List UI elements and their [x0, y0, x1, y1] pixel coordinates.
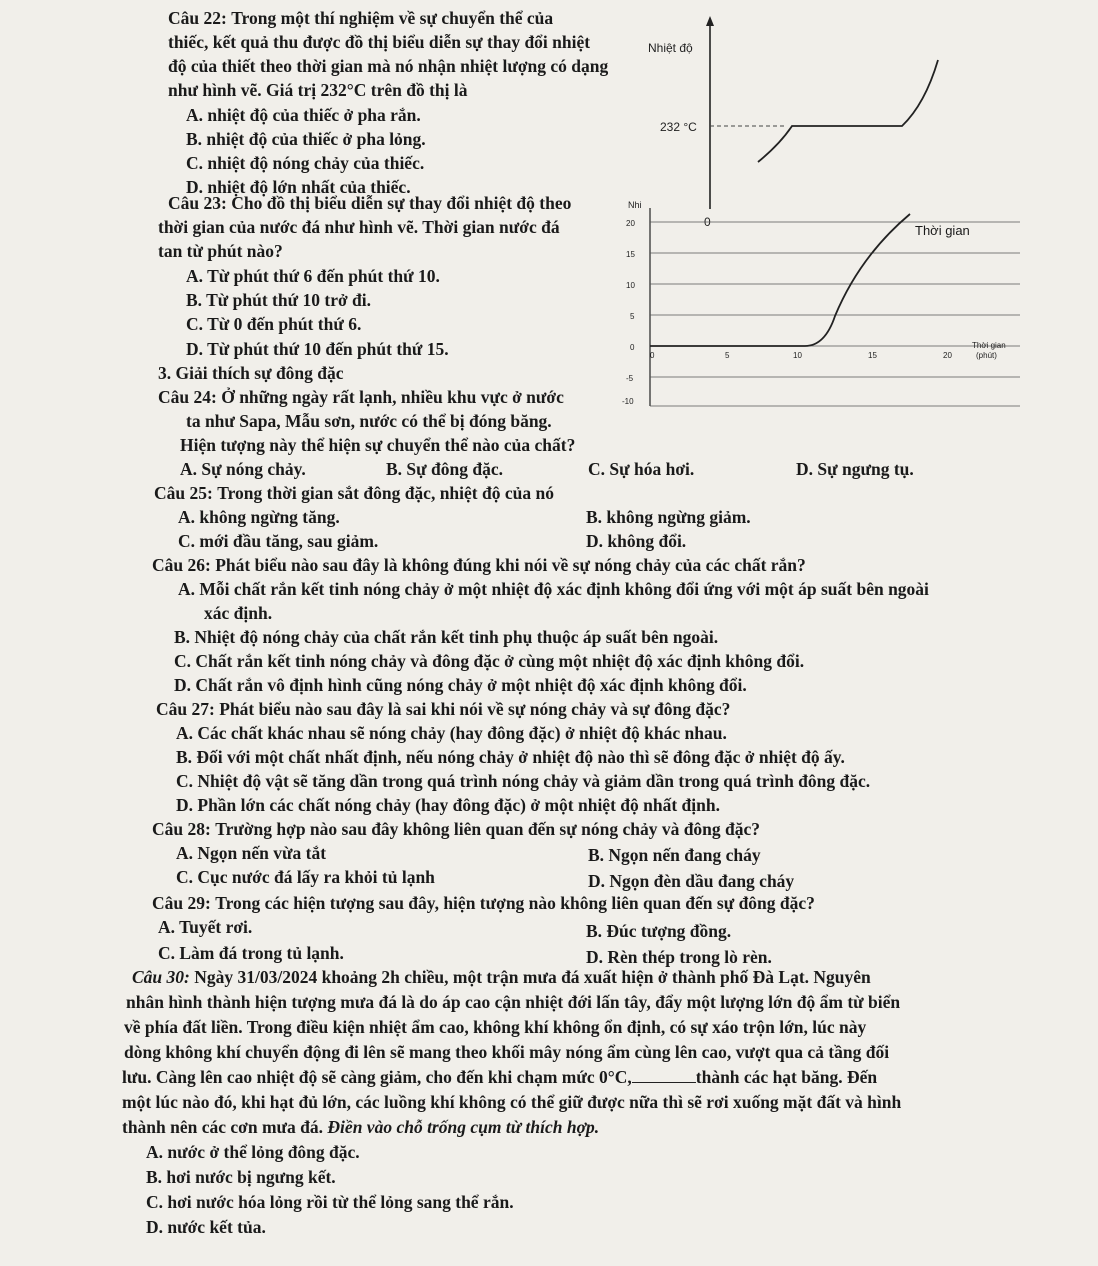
q27-option-a: A. Các chất khác nhau sẽ nóng chảy (hay đông đặc) ở nhiệt độ khác nhau.: [176, 723, 727, 743]
q29-option-a: A. Tuyết rơi.: [158, 917, 253, 937]
q30-line-3: về phía đất liền. Trong điều kiện nhiệt ẩm cao, không khí không ổn định, có sự xáo trộn lớn, lúc này: [124, 1017, 867, 1037]
q26-option-d: D. Chất rắn vô định hình cũng nóng chảy ở một nhiệt độ xác định không đổi.: [174, 675, 747, 695]
q27-option-d: D. Phần lớn các chất nóng chảy (hay đông đặc) ở một nhiệt độ nhất định.: [176, 795, 720, 815]
q30-line-7: thành nên các cơn mưa đá. Điền vào chỗ trống cụm từ thích hợp.: [122, 1117, 600, 1137]
xtick-15: 15: [868, 351, 877, 360]
origin-label: 0: [704, 215, 711, 229]
ytick-10: 10: [626, 281, 635, 290]
q22-option-c: C. nhiệt độ nóng chảy của thiếc.: [186, 153, 425, 173]
y-axis-arrow: [706, 16, 714, 26]
q23-option-b: B. Từ phút thứ 10 trở đi.: [186, 290, 371, 310]
q25-line-1: Câu 25: Trong thời gian sắt đông đặc, nhiệt độ của nó: [154, 483, 554, 503]
q27-line-1: Câu 27: Phát biểu nào sau đây là sai khi nói về sự nóng chảy và sự đông đặc?: [156, 699, 731, 719]
q26-option-a-line-1: A. Mỗi chất rắn kết tinh nóng chảy ở một nhiệt độ xác định không đổi ứng với một áp suất bên ngoài: [178, 579, 929, 599]
q23-line-2: thời gian của nước đá như hình vẽ. Thời gian nước đá: [158, 217, 560, 237]
q22-line-2: thiếc, kết quả thu được đồ thị biểu diễn sự thay đổi nhiệt: [168, 32, 591, 52]
q28-option-b: B. Ngọn nến đang cháy: [588, 845, 761, 865]
ice-x-label-1: Thời gian: [972, 341, 1006, 350]
q22-option-a: A. nhiệt độ của thiếc ở pha rắn.: [186, 105, 421, 125]
q24-option-b: B. Sự đông đặc.: [386, 459, 503, 479]
q30-line-6: một lúc nào đó, khi hạt đủ lớn, các luồng khí không có thể giữ được nữa thì sẽ rơi xuống mặt đất và hình: [122, 1092, 902, 1112]
tin-heating-graph: [640, 14, 980, 229]
q23-line-3: tan từ phút nào?: [158, 241, 283, 261]
q28-line-1: Câu 28: Trường hợp nào sau đây không liên quan đến sự nóng chảy và đông đặc?: [152, 819, 761, 839]
q30-line-2: nhân hình thành hiện tượng mưa đá là do áp cao cận nhiệt đới lấn tây, đẩy một lượng lớn độ ẩm từ biển: [126, 992, 901, 1012]
q30-option-b: B. hơi nước bị ngưng kết.: [146, 1167, 336, 1187]
ice-y-axis-label: Nhi: [628, 200, 642, 210]
q30-line-1: Câu 30: Ngày 31/03/2024 khoảng 2h chiều, một trận mưa đá xuất hiện ở thành phố Đà Lạt. Nguyên: [132, 967, 871, 987]
q30-line-4: dòng không khí chuyển động đi lên sẽ mang theo khối mây nóng ẩm cùng lên cao, vượt qua cả tầng đối: [124, 1042, 890, 1062]
q24-line-3: Hiện tượng này thể hiện sự chuyển thể nào của chất?: [180, 435, 576, 455]
q30-line-5: lưu. Càng lên cao nhiệt độ sẽ càng giảm, cho đến khi chạm mức 0°C, thành các hạt băng. Đến: [122, 1067, 878, 1087]
q23-line-1: Câu 23: Cho đồ thị biểu diễn sự thay đổi nhiệt độ theo: [168, 193, 572, 213]
xtick-0: 0: [650, 351, 655, 360]
q30-option-d: D. nước kết tủa.: [146, 1217, 266, 1237]
q30-option-c: C. hơi nước hóa lỏng rồi từ thể lỏng sang thể rắn.: [146, 1192, 514, 1212]
q24-option-d: D. Sự ngưng tụ.: [796, 459, 914, 479]
q25-option-c: C. mới đầu tăng, sau giảm.: [178, 531, 379, 551]
q22-line-4: như hình vẽ. Giá trị 232°C trên đồ thị là: [168, 80, 468, 100]
q26-option-a-line-2: xác định.: [204, 603, 273, 623]
q29-option-d: D. Rèn thép trong lò rèn.: [586, 947, 772, 967]
q24-option-a: A. Sự nóng chảy.: [180, 459, 306, 479]
q27-option-b: B. Đối với một chất nhất định, nếu nóng chảy ở nhiệt độ nào thì sẽ đông đặc ở nhiệt độ ấy.: [176, 747, 845, 767]
q28-option-d: D. Ngọn đèn dầu đang cháy: [588, 871, 795, 891]
q23-option-d: D. Từ phút thứ 10 đến phút thứ 15.: [186, 339, 449, 359]
q28-option-a: A. Ngọn nến vừa tắt: [176, 843, 327, 863]
ice-temperature-curve: [650, 214, 910, 346]
ice-x-label-2: (phút): [976, 351, 997, 360]
ytick-m5: -5: [626, 374, 634, 383]
q22-option-b: B. nhiệt độ của thiếc ở pha lỏng.: [186, 129, 426, 149]
q25-option-d: D. không đổi.: [586, 531, 687, 551]
q22-option-d: D. nhiệt độ lớn nhất của thiếc.: [186, 177, 411, 197]
q28-option-c: C. Cục nước đá lấy ra khỏi tủ lạnh: [176, 867, 435, 887]
xtick-5: 5: [725, 351, 730, 360]
tick-232: 232 °C: [660, 120, 697, 134]
q29-option-b: B. Đúc tượng đồng.: [586, 921, 732, 941]
q24-line-1: Câu 24: Ở những ngày rất lạnh, nhiều khu vực ở nước: [158, 387, 564, 407]
q25-option-a: A. không ngừng tăng.: [178, 507, 340, 527]
ytick-m10: -10: [622, 397, 634, 406]
section-3-heading: 3. Giải thích sự đông đặc: [158, 363, 344, 383]
temperature-curve: [758, 60, 938, 162]
q30-option-a: A. nước ở thể lỏng đông đặc.: [146, 1142, 360, 1162]
xtick-20: 20: [943, 351, 952, 360]
ice-y-ticks: [622, 219, 635, 406]
q26-option-b: B. Nhiệt độ nóng chảy của chất rắn kết tinh phụ thuộc áp suất bên ngoài.: [174, 627, 719, 647]
q22-x-axis-label: Thời gian: [915, 223, 970, 238]
q24-option-c: C. Sự hóa hơi.: [588, 459, 695, 479]
q23-option-a: A. Từ phút thứ 6 đến phút thứ 10.: [186, 266, 440, 286]
q22-line-3: độ của thiết theo thời gian mà nó nhận nhiệt lượng có dạng: [168, 56, 609, 76]
ytick-20: 20: [626, 219, 635, 228]
q29-option-c: C. Làm đá trong tủ lạnh.: [158, 943, 344, 963]
q23-option-c: C. Từ 0 đến phút thứ 6.: [186, 314, 362, 334]
q26-option-c: C. Chất rắn kết tinh nóng chảy và đông đặc ở cùng một nhiệt độ xác định không đổi.: [174, 651, 805, 671]
y-axis-label: Nhiệt độ: [648, 41, 693, 55]
fill-in-blank[interactable]: [632, 1068, 696, 1083]
q22-line-1: Câu 22: Trong một thí nghiệm về sự chuyển thể của: [168, 8, 554, 28]
q27-option-c: C. Nhiệt độ vật sẽ tăng dần trong quá trình nóng chảy và giảm dần trong quá trình đông đặc.: [176, 771, 871, 791]
q29-line-1: Câu 29: Trong các hiện tượng sau đây, hiện tượng nào không liên quan đến sự đông đặc?: [152, 893, 815, 913]
ytick-5: 5: [630, 312, 635, 321]
xtick-10: 10: [793, 351, 802, 360]
q26-line-1: Câu 26: Phát biểu nào sau đây là không đúng khi nói về sự nóng chảy của các chất rắn?: [152, 555, 806, 575]
ytick-0: 0: [630, 343, 635, 352]
ice-x-ticks: [650, 351, 952, 360]
q24-line-2: ta như Sapa, Mẫu sơn, nước có thể bị đóng băng.: [186, 411, 552, 431]
q25-option-b: B. không ngừng giảm.: [586, 507, 751, 527]
ytick-15: 15: [626, 250, 635, 259]
